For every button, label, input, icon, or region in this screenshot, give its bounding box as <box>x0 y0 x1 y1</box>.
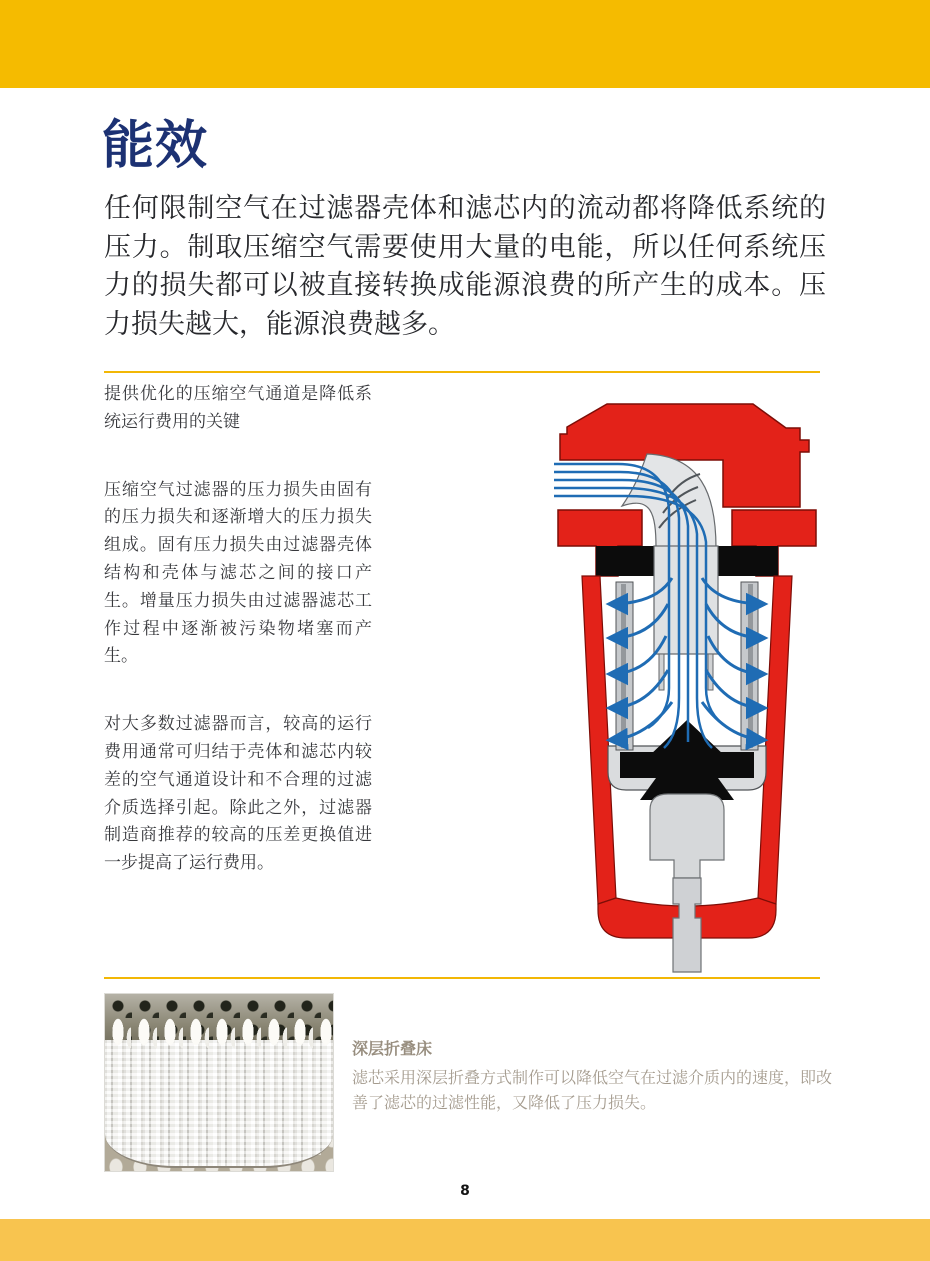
page-title: 能效 <box>102 116 209 176</box>
top-color-band <box>0 0 930 88</box>
body-paragraph-2: 对大多数过滤器而言，较高的运行费用通常可归结于壳体和滤芯内较差的空气通道设计和不合理的过滤介质选择引起。除此之外，过滤器制造商推荐的较高的压差更换值进一步提高了运行费用。 <box>104 714 372 874</box>
intro-paragraph: 任何限制空气在过滤器壳体和滤芯内的流动都将降低系统的压力。制取压缩空气需要使用大量的电能，所以任何系统压力的损失都可以被直接转换成能源浪费的所产生的成本。压力损失越大，能源浪费越多。 <box>104 193 826 340</box>
drain-pipe <box>673 878 701 972</box>
bottom-color-band <box>0 1219 930 1261</box>
divider-rule-top <box>104 371 820 373</box>
float-drain <box>650 794 724 878</box>
lead-paragraph: 提供优化的压缩空气通道是降低系统运行费用的关键 <box>104 384 372 432</box>
caption-body: 滤芯采用深层折叠方式制作可以降低空气在过滤介质内的速度，即改善了滤芯的过滤性能，又降低了压力损失。 <box>352 1068 833 1112</box>
left-text-column <box>104 381 372 918</box>
filter-pleats <box>105 1040 333 1168</box>
body-paragraph-1: 压缩空气过滤器的压力损失由固有的压力损失和逐渐增大的压力损失组成。固有压力损失由过滤器壳体结构和壳体与滤芯之间的接口产生。增量压力损失由过滤器滤芯工作过程中逐渐被污染物堵塞而产生。 <box>104 479 372 667</box>
pleat-tips <box>105 1002 333 1050</box>
page-number: 8 <box>460 1183 470 1199</box>
filter-cutaway-diagram <box>552 398 822 978</box>
photo-caption <box>352 1036 844 1115</box>
pleated-media-photo <box>104 993 334 1172</box>
divider-rule-bottom <box>104 977 820 979</box>
caption-title: 深层折叠床 <box>352 1039 433 1058</box>
